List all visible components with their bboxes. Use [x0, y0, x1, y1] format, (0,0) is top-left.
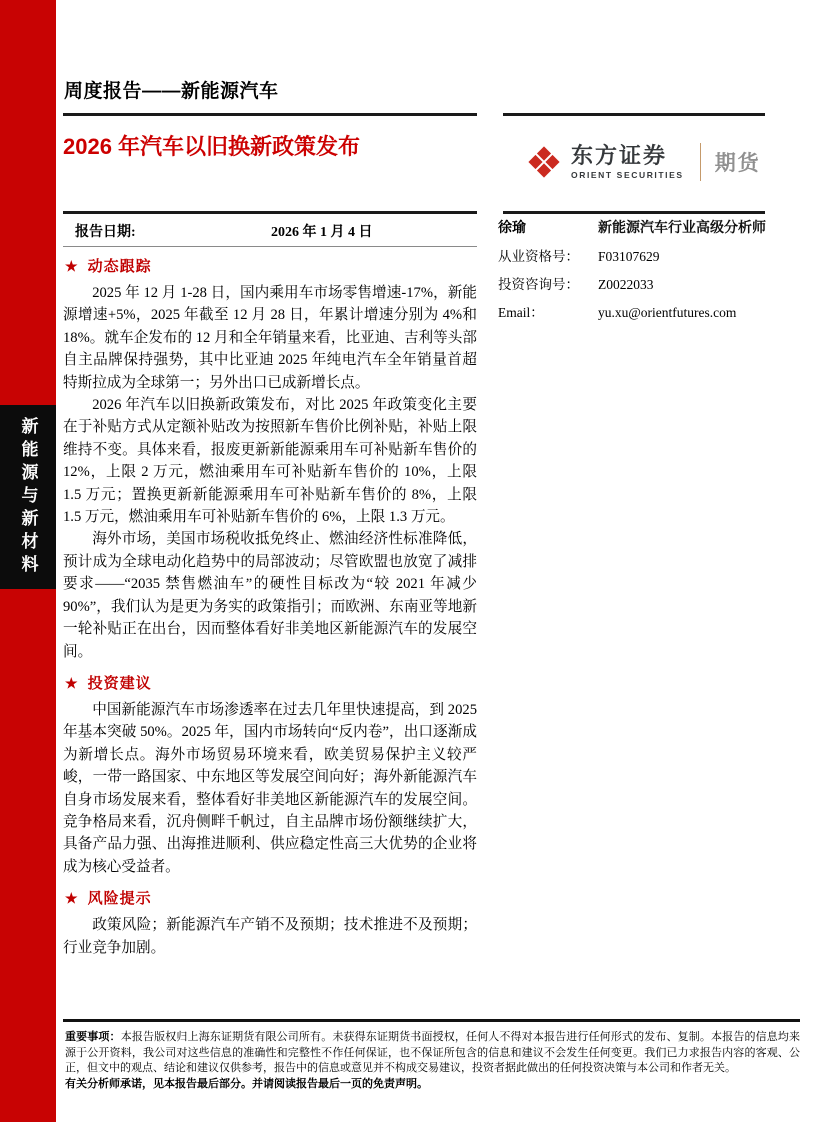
- section-heading-risk: [65, 888, 477, 911]
- analyst-role: 新能源汽车行业高级分析师: [598, 221, 766, 236]
- analyst-name: 徐瑜: [498, 221, 526, 236]
- orient-securities-logo-icon: [527, 144, 561, 180]
- brand-name-cn: 东方证券: [571, 143, 668, 168]
- report-body: [63, 255, 477, 959]
- advisory-value: Z0022033: [598, 277, 654, 292]
- section-heading-advice-label: 投资建议: [87, 675, 152, 692]
- section-heading-advice: [65, 673, 477, 696]
- title-rule-left: [63, 211, 477, 214]
- tracking-paragraph-1: 2025 年 12 月 1-28 日，国内乘用车市场零售增速-17%，新能源增速+5%，2025 年截至 12 月 28 日，年累计增速分别为 4%和 18%。就车企发布的 12 月和全年销量来看，比亚迪、吉利等头部自主品牌保持强势，其中比亚迪 2025 年纯电汽车全年销量首超特斯拉成为全球第一；另外出口已成新增长点。: [63, 285, 477, 391]
- risk-paragraph-1: 政策风险；新能源汽车产销不及预期；技术推进不及预期；行业竞争加剧。: [63, 917, 477, 956]
- footer-disclaimer: [65, 1030, 800, 1092]
- report-date-row: [75, 221, 477, 241]
- important-label: 重要事项：: [65, 1031, 121, 1043]
- title-rule-right: [503, 211, 765, 214]
- star-icon: ★: [65, 676, 79, 692]
- header-rule-left: [63, 113, 477, 116]
- brand-unit-futures: 期货: [714, 152, 761, 175]
- star-icon: ★: [65, 892, 79, 908]
- section-heading-tracking: [65, 256, 477, 279]
- brand-divider: [700, 143, 701, 181]
- advice-paragraph-1: 中国新能源汽车市场渗透率在过去几年里快速提高，到 2025 年基本突破 50%。2025 年，国内市场转向“反内卷”，出口逐渐成为新增长点。海外市场贸易环境来看，欧美贸易保护主义较严峻，一带一路国家、中东地区等发展空间向好；海外新能源汽车自身市场发展来看，整体看好非美地区新能源汽车的发展空间。竞争格局来看，沉舟侧畔千帆过，自主品牌市场份额继续扩大，具备产品力强、出海推进顺利、供应稳定性高三大优势的企业将成为核心受益者。: [63, 701, 477, 875]
- footer-rule: [63, 1019, 800, 1022]
- analyst-name-row: [498, 221, 798, 236]
- analyst-advisory-row: [498, 277, 798, 292]
- tracking-paragraph-3: 海外市场，美国市场税收抵免终止、燃油经济性标准降低，预计成为全球电动化趋势中的局部波动；尽管欧盟也放宽了减排要求——“2035 禁售燃油车”的硬性目标改为“较 2021 年减少 90%”，我们认为是更为务实的政策指引；而欧洲、东南亚等地新一轮补贴正在出台，因而整体看好非美地区新能源汽车的发展空间。: [63, 531, 477, 660]
- analyst-qualification-row: [498, 249, 798, 264]
- analyst-email-row: [498, 305, 798, 320]
- date-rule-thin: [63, 246, 477, 247]
- analyst-note: 有关分析师承诺，见本报告最后部分。并请阅读报告最后一页的免责声明。: [65, 1077, 428, 1090]
- disclaimer-text: 本报告版权归上海东证期货有限公司所有。未获得东证期货书面授权，任何人不得对本报告进行任何形式的发布、复制。本报告的信息均来源于公开资料，我公司对这些信息的准确性和完整性不作任何保证，也不保证所包含的信息和建议不会发生任何变更。我们已力求报告内容的客观、公正，但文中的观点、结论和建议仅供参考，报告中的信息或意见并不构成交易建议，投资者据此做出的任何投资决策与本公司和作者无关。: [65, 1031, 801, 1074]
- section-heading-risk-label: 风险提示: [87, 891, 152, 908]
- star-icon: ★: [65, 260, 79, 275]
- email-value: yu.xu@orientfutures.com: [598, 305, 737, 320]
- header-rule-right: [503, 113, 765, 116]
- brand-text: [571, 144, 684, 180]
- report-date-value: 2026 年 1 月 4 日: [271, 225, 373, 240]
- brand-lockup: [527, 143, 761, 181]
- section-gap: [63, 663, 477, 672]
- analyst-block: [498, 221, 798, 333]
- section-heading-tracking-label: 动态跟踪: [87, 259, 152, 275]
- left-category-band: [0, 405, 56, 589]
- section-gap: [63, 878, 477, 887]
- page-title: 2026 年汽车以旧换新政策发布: [63, 134, 361, 159]
- tracking-paragraph-2: 2026 年汽车以旧换新政策发布，对比 2025 年政策变化主要在于补贴方式从定额补贴改为按照新车售价比例补贴，补贴上限维持不变。具体来看，报废更新新能源乘用车可补贴新车售价的 12%，上限 2 万元，燃油乘用车可补贴新车售价的 10%，上限 1.5 万元；置换更新新能源乘用车可补贴新车售价的 8%，上限 1.5 万元，燃油乘用车可补贴新车售价的 6%，上限 1.3 万元。: [63, 397, 477, 526]
- report-series-kicker: 周度报告——新能源汽车: [64, 81, 279, 102]
- qualification-label: 从业资格号：: [498, 249, 579, 264]
- report-date-label: 报告日期:: [75, 225, 136, 240]
- advisory-label: 投资咨询号：: [498, 277, 579, 292]
- email-label: Email：: [498, 305, 544, 320]
- disclaimer-paragraph: [65, 1030, 800, 1077]
- qualification-value: F03107629: [598, 249, 660, 264]
- category-vertical-label: 新能源与新材料: [18, 416, 38, 578]
- brand-name-en: ORIENT SECURITIES: [571, 170, 684, 180]
